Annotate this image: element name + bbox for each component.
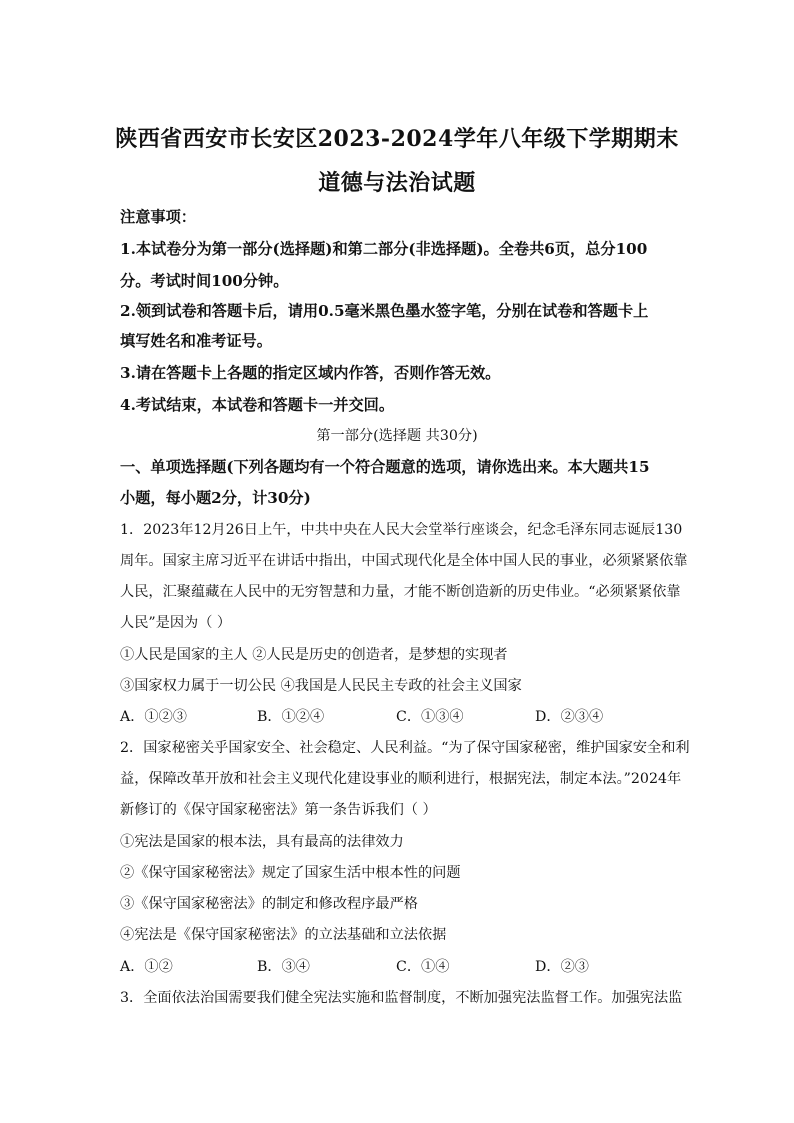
question-1-stem: 人民，汇聚蕴藏在人民中的无穷智慧和力量，才能不断创造新的历史伟业。“必须紧紧依靠: [120, 584, 681, 600]
option-b: B．③④: [257, 959, 310, 975]
option-c: C．①④: [396, 959, 450, 975]
question-1-options: [120, 706, 680, 728]
option-d: D．②③: [535, 959, 589, 975]
question-1-stem: 1．2023年12月26日上午，中共中央在人民大会堂举行座谈会，纪念毛泽东同志诞辰130: [120, 522, 683, 538]
question-3-stem: 3．全面依法治国需要我们健全宪法实施和监督制度，不断加强宪法监督工作。加强宪法监: [120, 990, 683, 1006]
exam-title: 陕西省西安市长安区2023-2024学年八年级下学期期末: [115, 126, 679, 152]
option-a: A．①②: [120, 959, 173, 975]
question-2-statement: ④宪法是《保守国家秘密法》的立法基础和立法依据: [120, 927, 447, 943]
notice-line: 3.请在答题卡上各题的指定区域内作答，否则作答无效。: [120, 364, 501, 382]
notice-line: 填写姓名和准考证号。: [120, 332, 272, 350]
question-2-statement: ②《保守国家秘密法》规定了国家生活中根本性的问题: [120, 865, 461, 881]
question-2-statement: ①宪法是国家的根本法，具有最高的法律效力: [120, 834, 404, 850]
question-1-stem: 人民”是因为（ ）: [120, 615, 232, 631]
section-heading: 小题，每小题2分，计30分): [120, 489, 311, 507]
section-heading: 一、单项选择题(下列各题均有一个符合题意的选项，请你选出来。本大题共15: [120, 458, 650, 476]
option-a: A．①②③: [120, 709, 187, 725]
option-c: C．①③④: [396, 709, 464, 725]
exam-subject-title: 道德与法治试题: [318, 170, 476, 196]
question-2-stem: 新修订的《保守国家秘密法》第一条告诉我们（ ）: [120, 802, 437, 818]
question-2-stem: 2．国家秘密关乎国家安全、社会稳定、人民利益。“为了保守国家秘密，维护国家安全和利: [120, 740, 690, 756]
option-d: D．②③④: [535, 709, 604, 725]
part-one-heading: 第一部分(选择题 共30分): [316, 428, 478, 444]
notice-heading: 注意事项：: [120, 208, 196, 226]
question-1-stem: 周年。国家主席习近平在讲话中指出，中国式现代化是全体中国人民的事业，必须紧紧依靠: [120, 553, 688, 569]
question-1-statements: ③国家权力属于一切公民 ④我国是人民民主专政的社会主义国家: [120, 678, 522, 694]
question-2-stem: 益，保障改革开放和社会主义现代化建设事业的顺利进行，根据宪法，制定本法。”2024年: [120, 771, 682, 787]
notice-line: 4.考试结束，本试卷和答题卡一并交回。: [120, 396, 395, 414]
question-2-options: [120, 956, 680, 978]
notice-line: 1.本试卷分为第一部分(选择题)和第二部分(非选择题)。全卷共6页，总分100: [120, 240, 648, 258]
question-1-statements: ①人民是国家的主人 ②人民是历史的创造者，是梦想的实现者: [120, 647, 508, 663]
notice-line: 分。考试时间100分钟。: [120, 272, 289, 290]
notice-line: 2.领到试卷和答题卡后，请用0.5毫米黑色墨水签字笔，分别在试卷和答题卡上: [120, 302, 649, 320]
option-b: B．①②④: [257, 709, 325, 725]
question-2-statement: ③《保守国家秘密法》的制定和修改程序最严格: [120, 896, 418, 912]
